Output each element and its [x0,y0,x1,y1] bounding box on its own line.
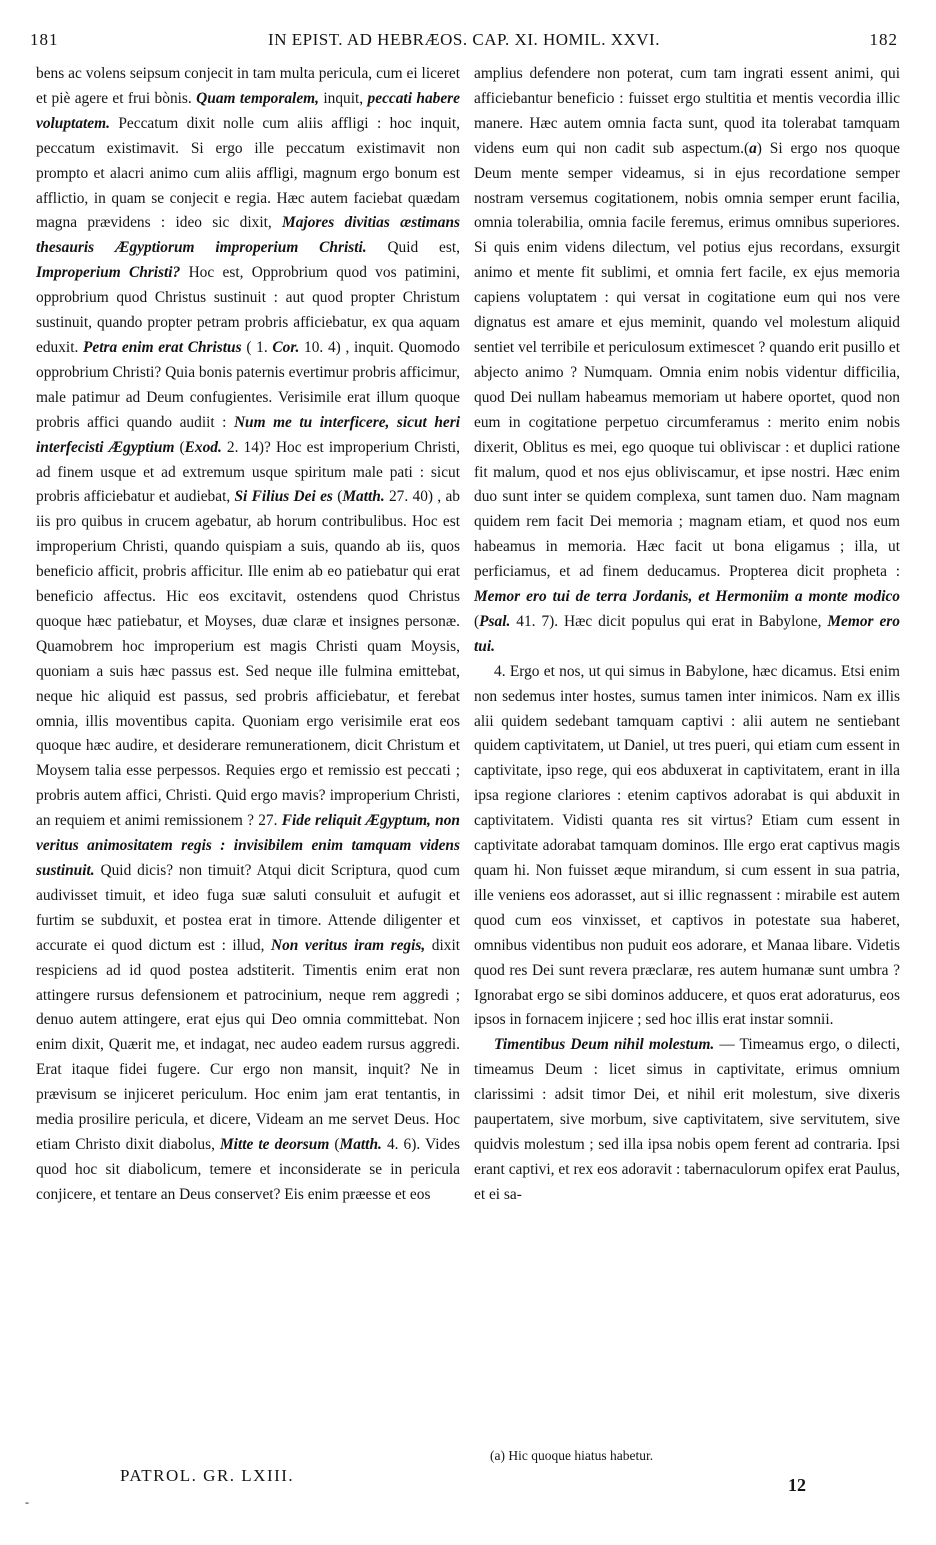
volume-footer: PATROL. GR. LXIII. [120,1466,295,1485]
left-paragraph: bens ac volens seipsum conjecit in tam multa pericula, cum ei liceret et piè agere et frui bònis. Quam temporalem, inquit, peccati habere voluptatem. Peccatum dixit nolle cum aliis affligi : hoc inquit, peccatum existimavit. Si ergo ille peccatum existimavit non prompto et alacri animo cum aliis affligi, magnum ergo bonum est afflictio, in quam se conjecit e regia. Hæc autem faciebat quædam magna prævidens : ideo sic dixit, Majores divitias æstimans thesauris Ægyptiorum improperium Christi. Quid est, Improperium Christi? Hoc est, Opprobrium quod vos patimini, opprobrium quod Christus sustinuit : aut quod propter Christum sustinuit, quando propter petram probris afficiebatur, ex qua aquam eduxit. Petra enim erat Christus ( 1. Cor. 10. 4) , inquit. Quomodo opprobrium Christi? Quia bonis paternis evertimur probris afficimur, male patimur ad Deum confugientes. Verisimile erat illum quoque probris affici quando audiit : Num me tu interficere, sicut heri interfecisti Ægyptium (Exod. 2. 14)? Hoc est improperium Christi, ad finem usque et ad extremum usque spiritum male pati : sicut probris afficiebatur et audiebat, Si Filius Dei es (Matth. 27. 40) , ab iis pro quibus in crucem agebatur, ab horum contribulibus. Hoc est improperium Christi, quando quispiam a suis, quando ab iis, quos beneficio afficit, probris afficitur. Ille enim ab eo patiebatur qui erat beneficio affectus. Hic eos excitavit, ostendens quod Christus quoque hæc patiebatur, et Moyses, duæ claræ et insignes personæ. Quamobrem hoc improperium est magis Christi quam Moysis, quoniam a suis hæc passus est. Sed neque ille fulmina emittebat, neque hic aliquid est passus, sed probris afficiebatur, et ferebat omnia, illis moventibus capita. Quoniam ergo verisimile erat eos quoque hæc audire, et desiderare remunerationem, dicit Christum et Moysem talia esse perpessos. Requies ergo et remissio est peccati ; probris autem affici, Christi. Quid ergo mavis? improperium Christi, an requiem et animi remissionem ? 27. Fide reliquit Ægyptum, non veritus animositatem regis : invisibilem enim tamquam videns sustinuit. Quid dicis? non timuit? Atqui dicit Scriptura, quod cum audivisset timuit, et ideo fuga suæ saluti consuluit et aufugit et furtim se subduxit, et postea erat in timore. Attende diligenter et accurate ei quod dictum est : illud, Non veritus iram regis, dixit respiciens ad id quod postea adstiterit. Timentis enim erat non attingere rursus defensionem et patrocinium, neque rem aggredi ; denuo autem attingere, erat ejus qui Deo omnia committebat. Non enim dixit, Quærit me, et indagat, nec audeo eadem rursus aggredi. Erat itaque fidei fugere. Cur ergo non mansit, inquit? Ne in prævisum se injiceret periculum. Hoc enim jam erat tentantis, in media prosilire pericula, et dicere, Videam an me servet Deus. Hoc etiam Christo dixit diabolus, Mitte te deorsum (Matth. 4. 6). Vides quod hoc sit diabolicum, temere et inconsiderate se in pericula conjicere, et tentare an Deus conservet? Eis enim præesse et eos [36,65,461,1203]
left-column [36,62,460,1208]
running-header [30,30,898,54]
page-number-left: 181 [30,30,59,49]
right-paragraph-2: 4. Ergo et nos, ut qui simus in Babylone, hæc dicamus. Etsi enim non sedemus inter hostes, sumus tamen inter inimicos. Nam ex illis alii quidem sedebant tamquam captivi : alii autem ne sentiebant quidem captivitatem, ut Daniel, ut tres pueri, qui etiam cum essent in captivitate, ipso rege, qui eos abduxerat in captivitatem, erant in illa ipsa regione clariores : etenim captivos adorabat is qui abduxit in captivitatem. Vidisti quanta res sit virtus? Etiam cum essent in captivitate adorabat tamquam dominos. Ille ergo erat captivus magis quam hi. Non fuisset æque mirandum, si cum essent in sua patria, ille veniens eos adorasset, aut si illic regnassent : mirabile est autem quod cum eos vinxisset, et captivos in potestate sua haberet, omnibus videntibus non puduit eos adorare, et Manaa libare. Videtis quod res Dei sunt revera præclaræ, res autem humanæ sunt umbra ? Ignorabat ergo se sibi dominos adducere, et quos erat adoraturus, eos ipsos in fornacem injicere ; sed hoc illis erat instar somnii. [474,662,900,1029]
right-paragraph-1: amplius defendere non poterat, cum tam ingrati essent animi, qui afficiebantur beneficio : fuisset ergo stultitia et mentis vecordia illic manere. Hæc autem omnia facta sunt, quod ita tolerabat tamquam videns eum qui non cadit sub aspectum.(a) Si ergo nos quoque Deum mente semper videamus, si in ejus recordatione semper nostram versemus cogitationem, nobis omnia semper erunt facilia, omnia tolerabilia, omnia facile feremus, erimus omnibus superiores. Si quis enim videns dilectum, vel potius ejus recordans, exsurgit animo et mente fit sublimi, et omnia fert facile, ex ejus memoria capiens voluptatem : qui versat in cogitatione eum qui nos vere dignatus est amare et ejus meminit, quando vel molestum aliquid sentiet vel terribile et periculosum extimescet ? quando erit pusillo et abjecto animo ? Numquam. Omnia enim nobis videntur difficilia, quod Dei nullam habeamus memoriam ut habere oportet, quod non eum in cogitatione perpetuo circumferamus : merito enim nobis dixerit, Oblitus es mei, ego quoque tui obliviscar : et duplici ratione fit malum, quod et nos ejus obliviscamur, et ipse nostri. Hæc enim duo sunt inter se quidem complexa, sunt tamen duo. Nam magnam quidem rem facit Dei memoria ; magnam etiam, et quod nos eum habeamus in memoria. Hæc facit ut bona eligamus ; illa, ut perficiamus, et ad finem deducamus. Propterea dicit propheta : Memor ero tui de terra Jordanis, et Hermoniim a monte modico (Psal. 41. 7). Hæc dicit populus qui erat in Babylone, Memor ero tui. [474,65,901,655]
margin-mark: - [25,1495,29,1509]
right-column [474,62,900,1208]
signature-mark: 12 [788,1475,806,1495]
page-number-right: 182 [869,30,898,49]
right-paragraph-3: Timentibus Deum nihil molestum. — Timeamus ergo, o dilecti, timeamus Deum : licet simus in captivitate, erimus omnium clarissimi : adsit timor Dei, et nihil erit molestum, sive dixeris paupertatem, sive morbum, sive captivitatem, sive servitutem, sive quidvis molestum ; sed illa ipsa nobis opem ferent ad contraria. Ipsi erant captivi, et rex eos adoravit : tabernaculorum opifex erat Paulus, et ei sa- [474,1036,900,1203]
footnote: (a) Hic quoque hiatus habetur. [490,1448,654,1463]
running-title: IN EPIST. AD HEBRÆOS. CAP. XI. HOMIL. XXVI. [268,30,660,49]
